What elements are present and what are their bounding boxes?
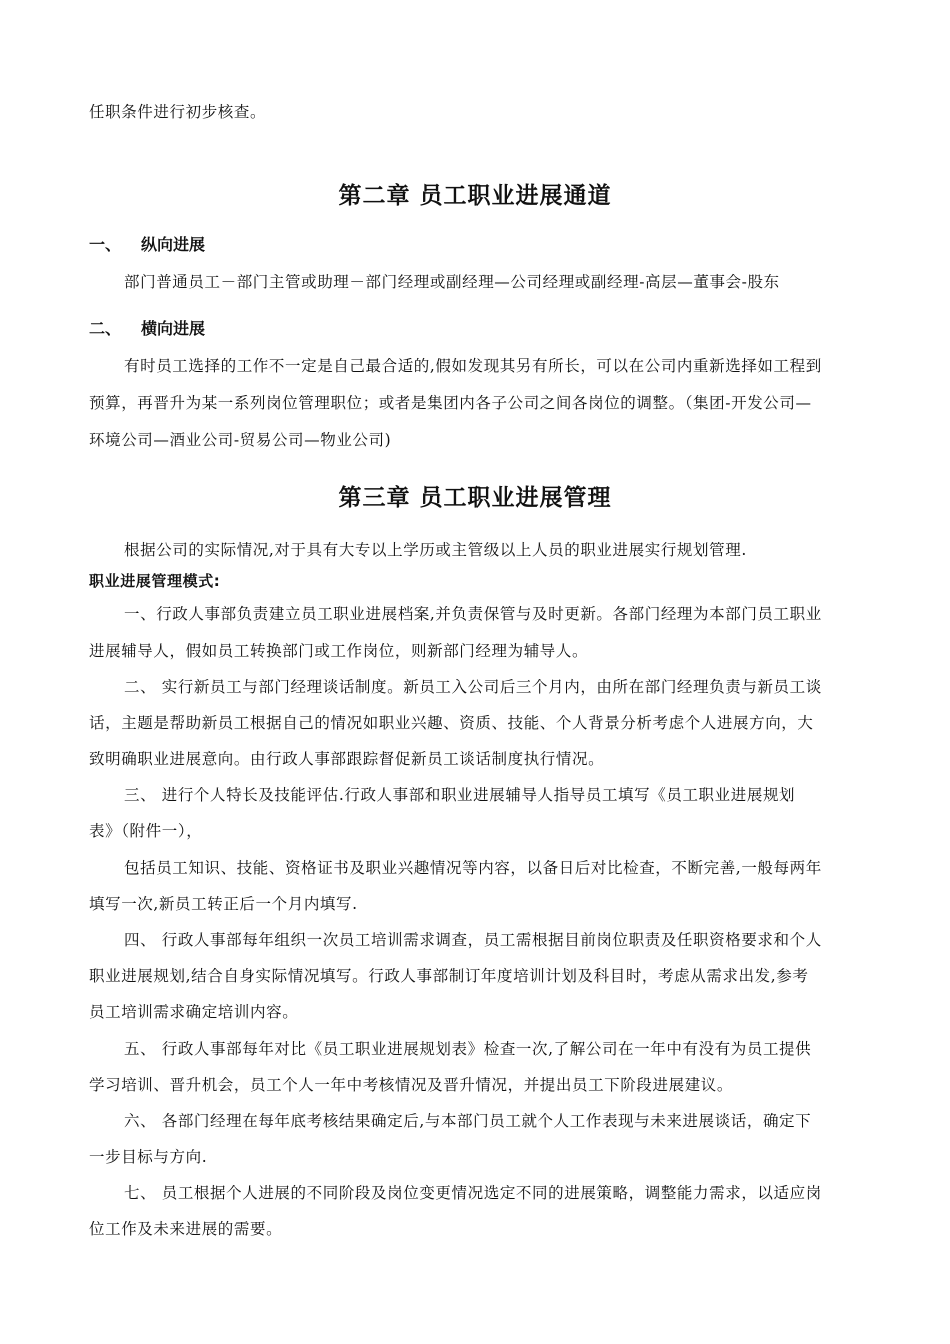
section-horizontal-heading: [89, 318, 205, 340]
paragraph-line: 包括员工知识、技能、资格证书及职业兴趣情况等内容，以备日后对比检查，不断完善,一般每两年: [124, 859, 822, 877]
section-number: 二、: [89, 319, 122, 338]
paragraph-line: 学习培训、晋升机会，员工个人一年中考核情况及晋升情况，并提出员工下阶段进展建议。: [89, 1076, 734, 1094]
paragraph-line: 填写一次,新员工转正后一个月内填写.: [89, 895, 358, 913]
paragraph-line: 表》（附件一），: [89, 822, 203, 840]
paragraph-line: 三、 进行个人特长及技能评估.行政人事部和职业进展辅导人指导员工填写《员工职业进展规划: [124, 786, 796, 804]
section-vertical-heading: [89, 234, 205, 256]
paragraph-line: 一步目标与方向.: [89, 1148, 208, 1166]
paragraph-line: 四、 行政人事部每年组织一次员工培训需求调查，员工需根据目前岗位职责及任职资格要求和个人: [124, 931, 822, 949]
paragraph-line: 环境公司—酒业公司-贸易公司—物业公司): [89, 431, 392, 449]
paragraph-line: 一、行政人事部负责建立员工职业进展档案,并负责保管与及时更新。各部门经理为本部门员工职业: [124, 605, 822, 623]
section-title: 纵向进展: [141, 235, 206, 254]
management-mode-label: 职业进展管理模式:: [89, 572, 221, 590]
paragraph-line: 话，主题是帮助新员工根据自己的情况如职业兴趣、资质、技能、个人背景分析考虑个人进展方向，大: [89, 714, 814, 732]
chapter-3-intro: 根据公司的实际情况,对于具有大专以上学历或主管级以上人员的职业进展实行规划管理.: [124, 541, 747, 559]
paragraph-line: 位工作及未来进展的需要。: [89, 1220, 283, 1238]
paragraph-line: 五、 行政人事部每年对比《员工职业进展规划表》检查一次,了解公司在一年中有没有为员工提供: [124, 1040, 812, 1058]
paragraph-line: 七、 员工根据个人进展的不同阶段及岗位变更情况选定不同的进展策略，调整能力需求，以适应岗: [124, 1184, 822, 1202]
paragraph-line: 预算，再晋升为某一系列岗位管理职位；或者是集团内各子公司之间各岗位的调整。（集团-开发公司—: [89, 394, 812, 412]
paragraph-line: 员工培训需求确定培训内容。: [89, 1003, 299, 1021]
paragraph-line: 致明确职业进展意向。由行政人事部跟踪督促新员工谈话制度执行情况。: [89, 750, 605, 768]
paragraph-line: 进展辅导人，假如员工转换部门或工作岗位，则新部门经理为辅导人。: [89, 642, 589, 660]
lead-in-text: 任职条件进行初步核查。: [89, 103, 267, 121]
chapter-3-title: 第三章 员工职业进展管理: [338, 485, 612, 511]
paragraph-line: 六、 各部门经理在每年底考核结果确定后,与本部门员工就个人工作表现与未来进展谈话，确定下: [124, 1112, 812, 1130]
vertical-path-text: 部门普通员工－部门主管或助理－部门经理或副经理—公司经理或副经理-高层—董事会-股东: [124, 273, 780, 291]
chapter-2-title: 第二章 员工职业进展通道: [338, 183, 612, 209]
section-title: 横向进展: [141, 319, 206, 338]
paragraph-line: 职业进展规划,结合自身实际情况填写。行政人事部制订年度培训计划及科目时，考虑从需求出发,参考: [89, 967, 809, 985]
paragraph-line: 二、 实行新员工与部门经理谈话制度。新员工入公司后三个月内，由所在部门经理负责与新员工谈: [124, 678, 822, 696]
section-number: 一、: [89, 235, 122, 254]
paragraph-line: 有时员工选择的工作不一定是自己最合适的,假如发现其另有所长，可以在公司内重新选择如工程到: [124, 357, 822, 375]
